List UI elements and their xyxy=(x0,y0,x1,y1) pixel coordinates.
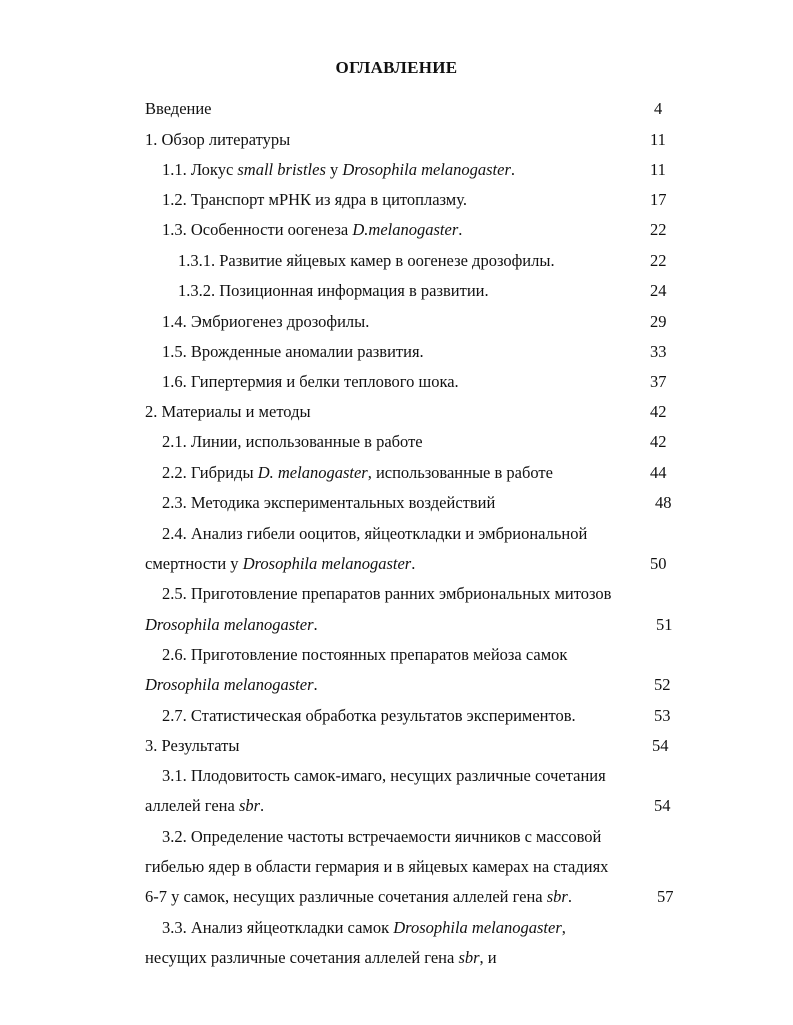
toc-entry-page-number: 4 xyxy=(654,99,663,118)
toc-entry-title-part: . xyxy=(313,675,318,694)
toc-entry-title-part: 2.3. Методика экспериментальных воздействий xyxy=(162,493,496,512)
toc-entry-title xyxy=(162,582,611,606)
toc-entry-title-part: , и xyxy=(479,948,497,967)
toc-entry xyxy=(0,825,793,849)
toc-entry-title xyxy=(162,825,601,849)
toc-entry-page-number: 44 xyxy=(650,463,667,482)
toc-entry xyxy=(0,491,793,515)
toc-entry-title-part: 1.3.2. Позиционная информация в развитии. xyxy=(178,281,489,300)
toc-entry-title-italic: D. melanogaster xyxy=(257,463,368,482)
toc-entry xyxy=(0,430,793,454)
toc-entry-title-italic: D.melanogaster xyxy=(352,220,459,239)
toc-entry-page-number: 29 xyxy=(650,312,667,331)
toc-entry xyxy=(0,218,793,242)
toc-entry-title xyxy=(145,613,318,637)
toc-entry xyxy=(0,97,793,121)
toc-entry-title-italic: sbr xyxy=(238,796,261,815)
toc-entry-title-part: 2.5. Приготовление препаратов ранних эмбриональных митозов xyxy=(162,584,612,603)
toc-entry-title-part: . xyxy=(510,160,516,179)
toc-entry-page-number: 24 xyxy=(650,281,667,300)
toc-entry-title-part: . xyxy=(313,615,318,634)
toc-entry-title xyxy=(178,249,555,273)
toc-entry-page-number: 54 xyxy=(654,796,671,815)
toc-entry-title xyxy=(162,430,423,454)
toc-entry-title-italic: Drosophila melanogaster xyxy=(145,615,314,634)
toc-entry-title xyxy=(145,855,608,879)
toc-entry-title-italic: sbr xyxy=(458,948,480,967)
toc-entry-title-part: 2.2. Гибриды xyxy=(162,463,258,482)
toc-entry-title xyxy=(145,794,264,818)
toc-entry-title-part: 2.4. Анализ гибели ооцитов, яйцеоткладки и эмбриональной xyxy=(162,524,588,543)
toc-entry-page-number: 42 xyxy=(650,402,667,421)
toc-entry-title xyxy=(162,310,369,334)
toc-entry-title xyxy=(162,643,567,667)
toc-entry xyxy=(0,643,793,667)
toc-entry-page-number: 52 xyxy=(654,675,671,694)
toc-entry-page-number: 53 xyxy=(654,706,671,725)
toc-entry xyxy=(0,855,793,879)
toc-entry xyxy=(0,704,793,728)
toc-entry-title-part: 1.1. Локус xyxy=(162,160,238,179)
page-title: ОГЛАВЛЕНИЕ xyxy=(335,58,458,77)
toc-entry-title xyxy=(145,128,290,152)
toc-entry-page-number: 48 xyxy=(655,493,672,512)
toc-entry-title xyxy=(162,522,587,546)
toc-entry-title-part: 3.2. Определение частоты встречаемости яичников с массовой xyxy=(162,827,602,846)
toc-entry xyxy=(0,794,793,818)
toc-entry-page-number: 54 xyxy=(652,736,669,755)
toc-entry-title xyxy=(162,188,467,212)
toc-entry-title-italic: Drosophila melanogaster xyxy=(145,675,314,694)
toc-entry-page-number: 37 xyxy=(650,372,667,391)
toc-entry-title-part: . xyxy=(567,887,572,906)
toc-entry xyxy=(0,613,793,637)
toc-entry-title xyxy=(162,370,459,394)
toc-entry-title xyxy=(145,400,311,424)
toc-entry-title xyxy=(145,673,318,697)
toc-entry xyxy=(0,885,793,909)
toc-entry xyxy=(0,734,793,758)
toc-entry xyxy=(0,582,793,606)
toc-entry xyxy=(0,400,793,424)
toc-entry-title xyxy=(145,97,212,121)
toc-entry-title-part: 3. Результаты xyxy=(145,736,240,755)
toc-entry-title xyxy=(162,218,462,242)
toc-entry-title-italic: small bristles xyxy=(237,160,326,179)
toc-entry-title-part: Введение xyxy=(145,99,212,118)
toc-entry-title xyxy=(162,340,424,364)
toc-entry xyxy=(0,310,793,334)
toc-entry-title-part: . xyxy=(260,796,265,815)
toc-entry-page-number: 11 xyxy=(650,130,666,149)
toc-entry-title-part: смертности у xyxy=(145,554,243,573)
toc-entry-page-number: 17 xyxy=(650,190,667,209)
toc-entry-title xyxy=(145,734,239,758)
toc-entry-title xyxy=(162,916,566,940)
toc-entry-title-part: . xyxy=(458,220,463,239)
toc-entry-title-italic: sbr xyxy=(546,887,568,906)
toc-entry-page-number: 42 xyxy=(650,432,667,451)
toc-entry-title-part: , использованные в работе xyxy=(367,463,553,482)
toc-entry-title-part: 2. Материалы и методы xyxy=(145,402,311,421)
toc-entry xyxy=(0,158,793,182)
toc-entry-title xyxy=(145,946,497,970)
toc-entry-title xyxy=(162,461,553,485)
toc-entry xyxy=(0,552,793,576)
toc-entry-title-part: 1.3. Особенности оогенеза xyxy=(162,220,353,239)
toc-entry xyxy=(0,673,793,697)
toc-entry-page-number: 22 xyxy=(650,220,667,239)
toc-entry-title-part: несущих различные сочетания аллелей гена xyxy=(145,948,459,967)
toc-entry-page-number: 57 xyxy=(657,887,674,906)
toc-entry-title-part: 2.6. Приготовление постоянных препаратов мейоза самок xyxy=(162,645,568,664)
toc-entry xyxy=(0,249,793,273)
toc-entry-title-italic: Drosophila melanogaster xyxy=(393,918,562,937)
toc-entry-title-part: гибелью ядер в области гермария и в яйцевых камерах на стадиях xyxy=(145,857,609,876)
toc-entry-title xyxy=(178,279,489,303)
toc-entry-page-number: 50 xyxy=(650,554,667,573)
toc-entry-title-part: . xyxy=(411,554,416,573)
toc-entry-page-number: 22 xyxy=(650,251,667,270)
toc-entry-title-part: 1.2. Транспорт мРНК из ядра в цитоплазму. xyxy=(162,190,467,209)
toc-entry-title xyxy=(162,764,606,788)
toc-entry-page-number: 51 xyxy=(656,615,673,634)
toc-entry xyxy=(0,916,793,940)
toc-entry xyxy=(0,188,793,212)
toc-entry-title-part: 1.6. Гипертермия и белки теплового шока. xyxy=(162,372,459,391)
toc-entry xyxy=(0,764,793,788)
toc-entry-title xyxy=(145,885,572,909)
toc-entry-title-part: аллелей гена xyxy=(145,796,239,815)
toc-entry-title-part: 6-7 у самок, несущих различные сочетания аллелей гена xyxy=(145,887,547,906)
toc-entry-title-italic: Drosophila melanogaster xyxy=(342,160,511,179)
toc-entry-title xyxy=(145,552,415,576)
toc-entry xyxy=(0,370,793,394)
toc-entry xyxy=(0,279,793,303)
toc-entry-title xyxy=(162,491,495,515)
toc-entry-title-part: 1. Обзор литературы xyxy=(145,130,291,149)
toc-entry-title-part: 3.1. Плодовитость самок-имаго, несущих различные сочетания xyxy=(162,766,606,785)
toc-entry-title-part: 2.1. Линии, использованные в работе xyxy=(162,432,423,451)
toc-entry-title-part: 1.4. Эмбриогенез дрозофилы. xyxy=(162,312,370,331)
toc-entry-page-number: 33 xyxy=(650,342,667,361)
toc-entry xyxy=(0,461,793,485)
toc-entry-title xyxy=(162,704,576,728)
toc-entry-title-part: у xyxy=(325,160,343,179)
toc-entry-title-italic: Drosophila melanogaster xyxy=(242,554,412,573)
toc-entry-title xyxy=(162,158,515,182)
toc-entry-title-part: 2.7. Статистическая обработка результатов экспериментов. xyxy=(162,706,576,725)
toc-entry xyxy=(0,946,793,970)
toc-entry xyxy=(0,340,793,364)
toc-entry-title-part: 1.3.1. Развитие яйцевых камер в оогенезе дрозофилы. xyxy=(178,251,555,270)
toc-entry-title-part: , xyxy=(561,918,566,937)
toc-entry-page-number: 11 xyxy=(650,160,666,179)
toc-entry xyxy=(0,522,793,546)
toc-entry-title-part: 1.5. Врожденные аномалии развития. xyxy=(162,342,424,361)
toc-entry xyxy=(0,128,793,152)
toc-entry-title-part: 3.3. Анализ яйцеоткладки самок xyxy=(162,918,394,937)
